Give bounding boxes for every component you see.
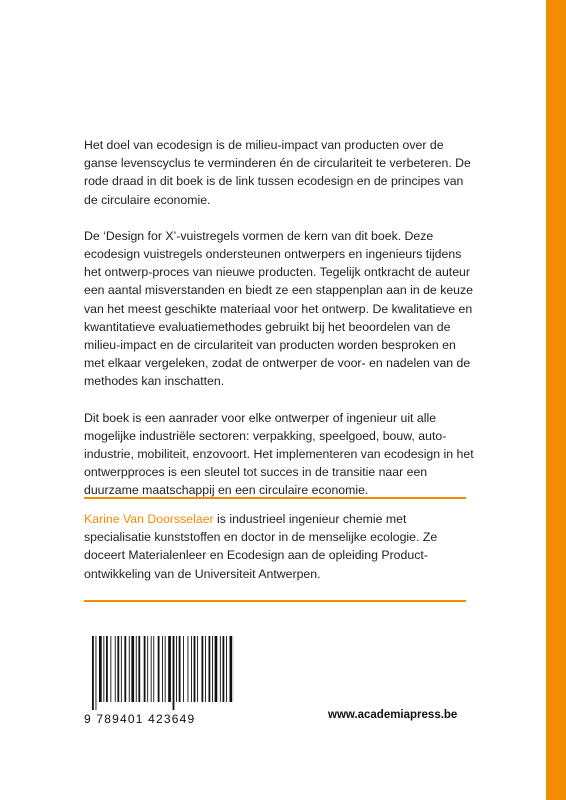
- description: [84, 136, 474, 518]
- barcode-number: 9 789401 423649: [84, 712, 196, 726]
- author-bio-text: is industrieel ingenieur chemie met specialisatie kunststoffen en doctor in de menselijke ecologie. Ze doceert Materialenleer en Ecodesign aan de opleiding Product-ontwikkeling van de Universiteit Antwerpen.: [84, 512, 438, 581]
- divider-bottom: [84, 600, 466, 602]
- intro-paragraph-2: De ‘Design for X’-vuistregels vormen de kern van dit boek. Deze ecodesign vuistregels ondersteunen ontwerpers en ingenieurs tijdens het ontwerp-proces van nieuwe producten. Tegelijk ontkracht de auteur een aantal misverstanden en biedt ze een stappenplan aan in de keuze van het meest geschikte materiaal voor het ontwerp. De kwalitatieve en kwantitatieve evaluatiemethodes gebruikt bij het beoordelen van de milieu-impact en de circulariteit van producten worden besproken en met elkaar vergeleken, zodat de ontwerper de voor- en nadelen van de methodes kan inschatten.: [84, 228, 474, 389]
- author-name: Karine Van Doorsselaer: [84, 512, 214, 526]
- intro-paragraph-3: Dit boek is een aanrader voor elke ontwerper of ingenieur uit alle mogelijke industriële sectoren: verpakking, speelgoed, bouw, auto-industrie, mobiliteit, enzovoort. Het implementeren van ecodesign in het ontwerpproces is een sleutel tot succes in de transitie naar een duurzame maatschappij en een circulaire economie.: [84, 410, 474, 498]
- intro-paragraph-1: Het doel van ecodesign is de milieu-impact van producten over de ganse levenscyclus te verminderen én de circulariteit te verbeteren. De rode draad in dit boek is de link tussen ecodesign en de principes van de circulaire economie.: [84, 138, 471, 207]
- author-bio: [84, 510, 474, 583]
- divider-top: [84, 497, 466, 499]
- orange-spine-bar: [546, 0, 566, 800]
- publisher-url: www.academiapress.be: [328, 709, 458, 721]
